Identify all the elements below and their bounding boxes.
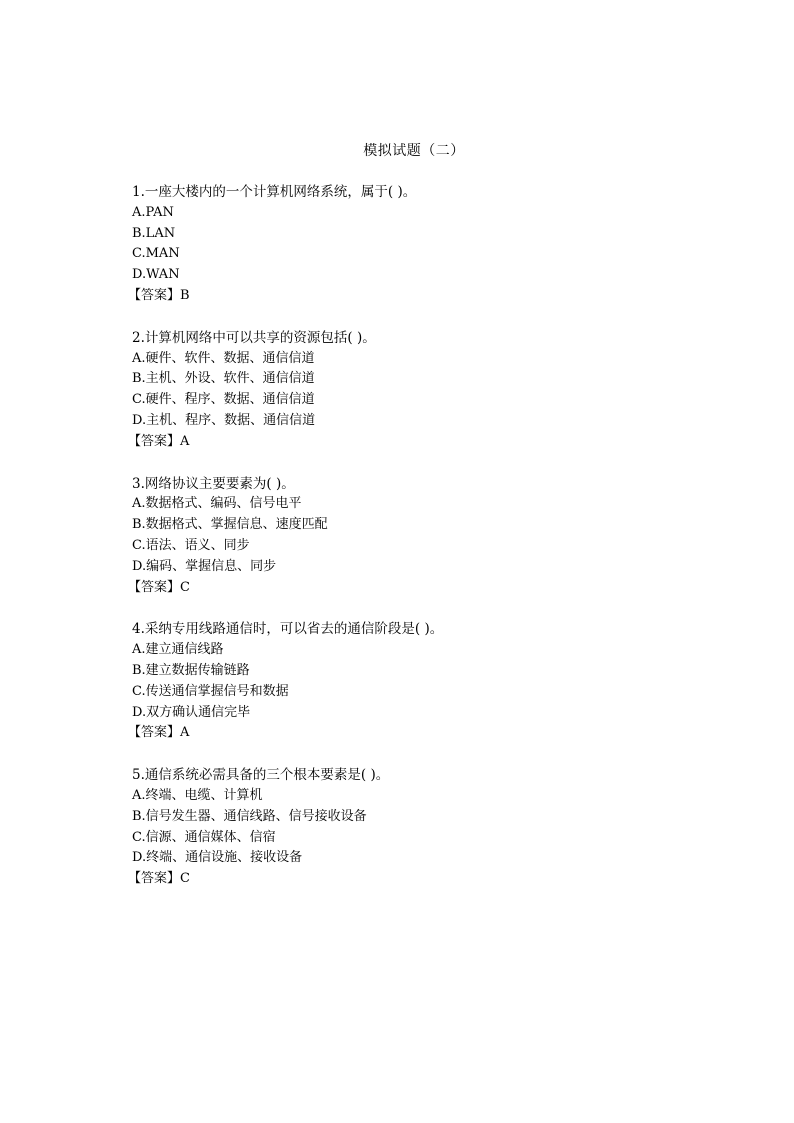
- answer-line: 【答案】A: [128, 433, 190, 449]
- question-stem: 5.通信系统必需具备的三个根本要素是( )。: [132, 767, 390, 784]
- question-stem: 3.网络协议主要要素为( )。: [132, 475, 295, 492]
- answer-line: 【答案】B: [128, 287, 190, 303]
- question-stem: 2.计算机网络中可以共享的资源包括( )。: [132, 329, 376, 346]
- option-c: C.信源、通信媒体、信宿: [132, 829, 276, 845]
- answer-line: 【答案】C: [128, 871, 190, 887]
- answer-line: 【答案】A: [128, 725, 190, 741]
- option-a: A.硬件、软件、数据、通信信道: [132, 350, 315, 366]
- option-c: C.传送通信掌握信号和数据: [132, 683, 289, 699]
- option-c: C.硬件、程序、数据、通信信道: [132, 392, 315, 408]
- question-stem: 1.一座大楼内的一个计算机网络系统，属于( )。: [132, 184, 417, 200]
- option-b: B.LAN: [132, 225, 176, 241]
- option-a: A.数据格式、编码、信号电平: [132, 496, 302, 512]
- question-2: [128, 328, 692, 453]
- option-d: D.编码、掌握信息、同步: [132, 558, 277, 574]
- question-1: [128, 182, 692, 307]
- option-b: B.建立数据传输链路: [132, 662, 250, 678]
- option-c: C.语法、语义、同步: [132, 537, 250, 553]
- option-d: D.主机、程序、数据、通信信道: [132, 412, 316, 428]
- question-stem: 4.采纳专用线路通信时，可以省去的通信阶段是( )。: [132, 621, 444, 638]
- option-d: D.终端、通信设施、接收设备: [132, 850, 303, 866]
- document-title: 模拟试题（二）: [363, 143, 465, 159]
- option-a: A.终端、电缆、计算机: [132, 787, 263, 803]
- option-a: A.建立通信线路: [132, 642, 224, 658]
- question-3: [128, 474, 692, 599]
- question-list: [128, 182, 692, 911]
- question-5: [128, 765, 692, 890]
- option-c: C.MAN: [132, 246, 180, 262]
- question-4: [128, 619, 692, 744]
- option-a: A.PAN: [132, 204, 174, 220]
- answer-line: 【答案】C: [128, 579, 190, 595]
- option-d: D.WAN: [132, 267, 180, 283]
- option-b: B.信号发生器、通信线路、信号接收设备: [132, 808, 367, 824]
- option-b: B.数据格式、掌握信息、速度匹配: [132, 517, 328, 533]
- option-d: D.双方确认通信完毕: [132, 704, 251, 720]
- option-b: B.主机、外设、软件、通信信道: [132, 371, 315, 387]
